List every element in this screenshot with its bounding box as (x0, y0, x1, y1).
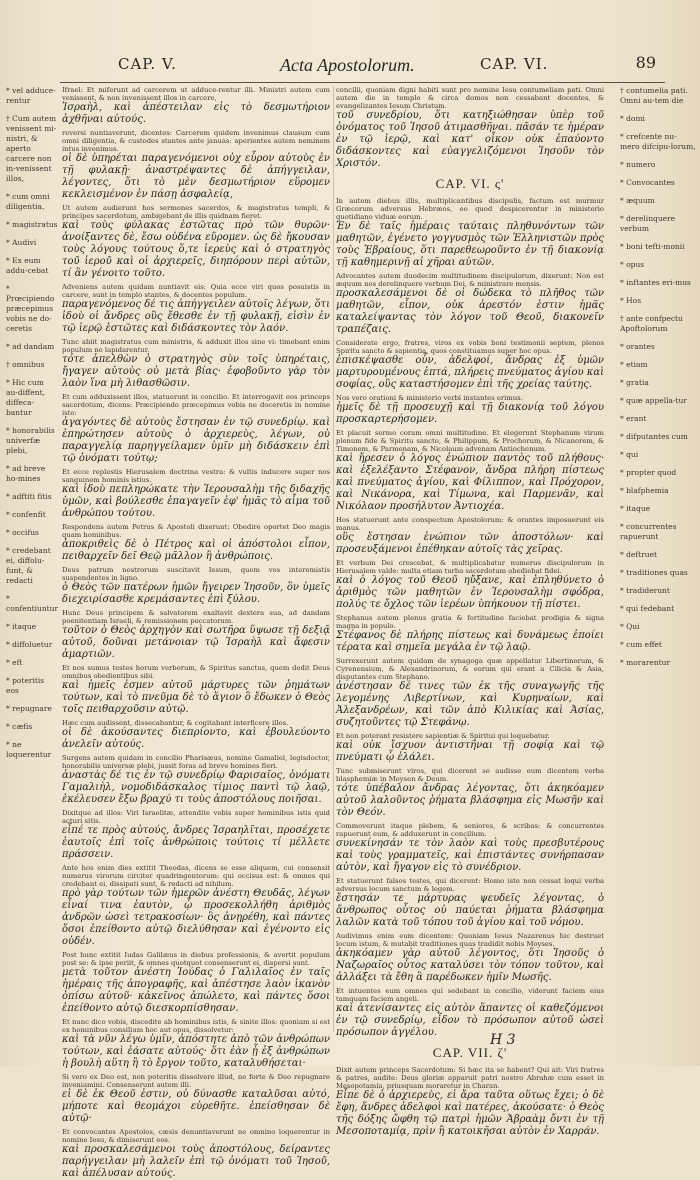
latin-line: Et nunc dico vobis, discedite ab hominibus istis, & sinite illos: quoniam si est ex hominibus consilium hoc aut opus, dissolvetur: (62, 1018, 330, 1034)
verse-block (336, 339, 604, 391)
latin-line: Considerate ergo, fratres, viros ex vobis boni testimonii septem, plenos Spiritu sancto & sapientia, quos constituamus super hoc opus. (336, 339, 604, 355)
latin-line: Hunc Deus principem & salvatorem exaltavit dextera sua, ad dandam poenitentiam Israeli, & remissionem peccatorum. (62, 609, 330, 625)
verse-block (62, 86, 330, 126)
margin-note: * adftiti fitis (6, 492, 52, 501)
verse-block (62, 754, 330, 806)
margin-note: * Qui (620, 622, 640, 631)
greek-line: ἡμεῖς δὲ τῇ προσευχῇ καὶ τῇ διακονίᾳ τοῦ λόγου προσκαρτερήσομεν. (336, 402, 604, 425)
greek-line: καὶ ἰδοὺ πεπληρώκατε τὴν Ἱερουσαλὴμ τῆς διδαχῆς ὑμῶν, καὶ βούλεσθε ἐπαγαγεῖν ἐφ' ἡμᾶς τὸ αἷμα τοῦ ἀνθρώπου τούτου. (62, 484, 330, 519)
verse-block (336, 877, 604, 929)
latin-line: Et nos sumus testes horum verborum, & Spiritus sanctus, quem dedit Deus omnibus obedientibus sibi. (62, 664, 330, 680)
greek-line: τότε ὑπέβαλον ἄνδρας λέγοντας, ὅτι ἀκηκόαμεν αὐτοῦ λαλοῦντος ῥήματα βλάσφημα εἰς Μωσῆν καὶ τὸν Θεόν. (336, 783, 604, 818)
greek-line: Ἐν δὲ ταῖς ἡμέραις ταύταις πληθυνόντων τῶν μαθητῶν, ἐγένετο γογγυσμὸς τῶν Ἑλληνιστῶν πρὸς τοὺς Ἑβραίους, ὅτι παρεθεωροῦντο ἐν τῇ διακονίᾳ τῇ καθημερινῇ αἱ χῆραι αὐτῶν. (336, 221, 604, 268)
greek-line: τότε ἀπελθὼν ὁ στρατηγὸς σὺν τοῖς ὑπηρέταις, ἤγαγεν αὐτοὺς οὐ μετὰ βίας· ἐφοβοῦντο γὰρ τὸν λαὸν ἵνα μὴ λιθασθῶσιν. (62, 354, 330, 389)
margin-note: * magistratus (6, 220, 58, 229)
page-header (60, 55, 660, 79)
latin-line: Tunc submiserunt viros, qui dicerent se audisse eum dicentem verba blasphemiæ in Moysen & Deum. (336, 767, 604, 783)
latin-line: Et ecce replestis Hierusalem doctrina vestra: & vultis inducere super nos sanguinem hominis istius. (62, 468, 330, 484)
column-divider (333, 86, 334, 1032)
latin-line: Audivimus enim eum dicentem: Quoniam Iesus Nazarenus hic destruet locum istum, & mutabit traditiones quas tradidit nobis Moyses. (336, 932, 604, 948)
margin-note: * qui (620, 450, 639, 459)
margin-note: * poteritis eos (6, 676, 45, 695)
latin-line: Si vero ex Deo est, non poteritis dissolvere illud, ne forte & Deo repugnare inveniamini. Consenserunt autem illi. (62, 1073, 330, 1089)
greek-line: οἱ δὲ ὑπηρέται παραγενόμενοι οὐχ εὗρον αὐτοὺς ἐν τῇ φυλακῇ· ἀναστρέψαντες δὲ ἀπήγγειλαν, λέγοντες, ὅτι τὸ μὲν δεσμωτήριον εὕρομεν κεκλεισμένον ἐν πάσῃ ἀσφαλείᾳ, (62, 153, 330, 200)
margin-note: * cæfis (6, 722, 33, 731)
verse-block (336, 272, 604, 336)
latin-line: Respondens autem Petrus & Apostoli dixerunt: Obedire oportet Deo magis quam hominibus. (62, 523, 330, 539)
margin-note: * etiam (620, 360, 648, 369)
verse-block (336, 429, 604, 513)
greek-line: καὶ ἀτενίσαντες εἰς αὐτὸν ἅπαντες οἱ καθεζόμενοι ἐν τῷ συνεδρίῳ, εἶδον τὸ πρόσωπον αὐτοῦ ὡσεὶ πρόσωπον ἀγγέλου. (336, 1003, 604, 1038)
latin-line: Et cum adduxissent illos, statuerunt in concilio. Et interrogavit eos princeps sacerdotum, dicens: Præcipiendo præcepimus vobis ne doceretis in nomine isto: (62, 393, 330, 417)
running-title: Acta Apostolorum. (280, 55, 415, 75)
margin-note: * numero (620, 160, 656, 169)
verse-block (336, 614, 604, 654)
verse-block (336, 987, 604, 1039)
margin-note: * traditiones quas (620, 568, 688, 577)
latin-line: In autem diebus illis, multiplicantibus discipulis, factum est murmur Græcorum adversus Hebræos, eo quod despicerentur in ministerio quotidiano viduæ eorum. (336, 197, 604, 221)
margin-note: † ante confpectu Apoftolorum (620, 314, 683, 333)
greek-line: ἀποκριθεὶς δὲ ὁ Πέτρος καὶ οἱ ἀπόστολοι εἶπον, πειθαρχεῖν δεῖ Θεῷ μᾶλλον ἢ ἀνθρώποις. (62, 539, 330, 562)
right-margin-notes (620, 86, 696, 676)
greek-line: ἀνέστησαν δέ τινες τῶν ἐκ τῆς συναγωγῆς τῆς λεγομένης Λιβερτίνων, καὶ Κυρηναίων, καὶ Ἀλεξανδρέων, καὶ τῶν ἀπὸ Κιλικίας καὶ Ἀσίας, συζητοῦντες τῷ Στεφάνῳ. (336, 681, 604, 728)
margin-note: * ne loquerentur (6, 740, 52, 759)
verse-block (336, 86, 604, 170)
latin-line: Ante hos enim dies extitit Theodas, dicens se esse aliquem, cui consensit numerus virorum circiter quadringentorum: qui occisus est: & omnes qui credebant ei, dissipati sunt, & redacti ad nihilum. (62, 864, 330, 888)
margin-note: * morarentur (620, 658, 671, 667)
verse-block (336, 932, 604, 984)
greek-line: καὶ οὐκ ἴσχυον ἀντιστῆναι τῇ σοφίᾳ καὶ τῷ πνεύματι ᾧ ἐλάλει. (336, 740, 604, 763)
latin-line: Surrexerunt autem quidam de synagoga quæ appellatur Libertinorum, & Cyrenensium, & Alexandrinorum, & eorum qui erant a Cilicia & Asia, disputantes cum Stephano. (336, 657, 604, 681)
latin-line: Hæc cum audissent, dissecabantur, & cogitabant interficere illos. (62, 719, 289, 727)
margin-note: * Hic cum au-diffent, diffeca-bantur (6, 378, 46, 417)
margin-note: † contumelia pati. Omni au-tem die (620, 86, 688, 105)
margin-note: * vel adduce-rentur (6, 86, 56, 105)
latin-line: Dixitque ad illos: Viri Israelitæ, attendite vobis super hominibus istis quid acturi sitis. (62, 809, 330, 825)
verse-block (62, 809, 330, 861)
left-text-column (62, 86, 330, 1179)
margin-note: * occifus (6, 528, 39, 537)
latin-line: reversi nuntiaverunt, dicentes: Carcerem quidem invenimus clausum cum omni diligentia, & custodes stantes ante januas: aperientes autem neminem intus invenimus. (62, 129, 330, 153)
margin-note: * cum omni diligentia, (6, 192, 50, 211)
latin-line: Hos statuerunt ante conspectum Apostolorum: & orantes imposuerunt eis manus. (336, 516, 604, 532)
margin-note: * tradiderunt (620, 586, 670, 595)
greek-line: καὶ ἡμεῖς ἐσμεν αὐτοῦ μάρτυρες τῶν ῥημάτων τούτων, καὶ τὸ πνεῦμα δὲ τὸ ἅγιον ὃ ἔδωκεν ὁ Θεὸς τοῖς πειθαρχοῦσιν αὐτῷ. (62, 680, 330, 715)
header-rule (60, 82, 665, 83)
greek-line: προσκαλεσάμενοι δὲ οἱ δώδεκα τὸ πλῆθος τῶν μαθητῶν, εἶπον, οὐκ ἀρεστόν ἐστιν ἡμᾶς καταλείψαντας τὸν λόγον τοῦ Θεοῦ, διακονεῖν τραπέζαις. (336, 288, 604, 335)
margin-note: * diffoluetur (6, 640, 53, 649)
greek-line: Στέφανος δὲ πλήρης πίστεως καὶ δυνάμεως ἐποίει τέρατα καὶ σημεῖα μεγάλα ἐν τῷ λαῷ. (336, 630, 604, 653)
greek-line: ὁ Θεὸς τῶν πατέρων ἡμῶν ἤγειρεν Ἰησοῦν, ὃν ὑμεῖς διεχειρίσασθε κρεμάσαντες ἐπὶ ξύλου. (62, 582, 330, 605)
margin-note: * derelinquere verbum (620, 214, 676, 233)
latin-line: Et statuerunt falsos testes, qui dicerent: Homo iste non cessat loqui verba adversus locum sanctum & legem. (336, 877, 604, 893)
latin-line: Et non poterant resistere sapientiæ & Spiritui qui loquebatur. (336, 732, 550, 740)
margin-note: * Audivi (6, 238, 37, 247)
verse-block (336, 657, 604, 729)
latin-line: Et verbum Dei crescebat, & multiplicabatur numerus discipulorum in Hierusalem valde: multa etiam turba sacerdotum obediebat fidei. (336, 559, 604, 575)
verse-block (62, 566, 330, 606)
greek-line: παραγενόμενος δέ τις ἀπήγγειλεν αὐτοῖς λέγων, ὅτι ἰδοὺ οἱ ἄνδρες οὓς ἔθεσθε ἐν τῇ φυλακῇ, εἰσὶν ἐν τῷ ἱερῷ ἑστῶτες καὶ διδάσκοντες τὸν λαόν. (62, 299, 330, 334)
verse-block (62, 393, 330, 465)
latin-line: Adveniens autem quidam nuntiavit eis: Quia ecce viri quos posuistis in carcere, sunt in templo stantes, & docentes populum. (62, 283, 330, 299)
margin-note: * Hos (620, 296, 642, 305)
verse-block (62, 1073, 330, 1125)
verse-block (62, 609, 330, 661)
greek-line: καὶ προσκαλεσάμενοι τοὺς ἀποστόλους, δείραντες παρήγγειλαν μὴ λαλεῖν ἐπὶ τῷ ὀνόματι τοῦ Ἰησοῦ, καὶ ἀπέλυσαν αὐτούς. (62, 1144, 330, 1179)
chapter-heading: CAP. VII. ζ' (432, 1045, 508, 1060)
greek-line: ἀγαγόντες δὲ αὐτοὺς ἔστησαν ἐν τῷ συνεδρίῳ. καὶ ἐπηρώτησεν αὐτοὺς ὁ ἀρχιερεὺς, λέγων, οὐ παραγγελίᾳ παρηγγείλαμεν ὑμῖν μὴ διδάσκειν ἐπὶ τῷ ὀνόματι τούτῳ; (62, 417, 330, 464)
verse-block (336, 559, 604, 611)
margin-note: * crefcente nu-mero difcipu-lorum, (620, 132, 696, 151)
verse-block (62, 468, 330, 520)
verse-block (62, 204, 330, 280)
verse-block (62, 664, 330, 716)
greek-line: πρὸ γὰρ τούτων τῶν ἡμερῶν ἀνέστη Θευδᾶς, λέγων εἶναί τινα ἑαυτὸν, ᾧ προσεκολλήθη ἀριθμὸς ἀνδρῶν ὡσεὶ τετρακοσίων· ὃς ἀνῃρέθη, καὶ πάντες ὅσοι ἐπείθοντο αὐτῷ διελύθησαν καὶ ἐγένοντο εἰς οὐδέν. (62, 888, 330, 947)
margin-note: * inftantes eri-mus (620, 278, 691, 287)
verse-block (336, 197, 604, 269)
greek-line: Εἶπε δὲ ὁ ἀρχιερεὺς, εἰ ἄρα ταῦτα οὕτως ἔχει; ὁ δὲ ἔφη, ἄνδρες ἀδελφοὶ καὶ πατέρες, ἀκούσατε· ὁ Θεὸς τῆς δόξης ὤφθη τῷ πατρὶ ἡμῶν Ἀβραὰμ ὄντι ἐν τῇ Μεσοποταμίᾳ, πρὶν ἢ κατοικῆσαι αὐτὸν ἐν Χαρράν. (336, 1090, 604, 1137)
margin-note: * itaque (620, 504, 651, 513)
margin-note: * domi (620, 114, 645, 123)
latin-line: concilii, quoniam digni habiti sunt pro nomine Iesu contumeliam pati. Omni autem die in templo & circa domos non cessabant docentes, & evangelizantes Iesum Christum. (336, 86, 604, 110)
greek-line: καὶ τὰ νῦν λέγω ὑμῖν, ἀπόστητε ἀπὸ τῶν ἀνθρώπων τούτων, καὶ ἐάσατε αὐτούς· ὅτι ἐὰν ᾖ ἐξ ἀνθρώπων ἡ βουλὴ αὕτη ἢ τὸ ἔργον τοῦτο, καταλυθήσεται· (62, 1034, 330, 1069)
latin-line: Et convocantes Apostolos, cæsis denuntiaverunt ne omnino loquerentur in nomine Iesu, & dimiserunt eos. (62, 1128, 330, 1144)
verse-block (336, 732, 604, 764)
verse-block (336, 516, 604, 556)
margin-note: * repugnare (6, 704, 52, 713)
signature-mark: H 3 (490, 1032, 516, 1048)
margin-note: * honorabilis univerfæ plebi, (6, 426, 55, 455)
margin-note: * gratia (620, 378, 649, 387)
margin-note: * difputantes cum (620, 432, 688, 441)
latin-line: Surgens autem quidam in concilio Pharisæus, nomine Gamaliel, legisdoctor, honorabilis universæ plebi, jussit foras ad breve homines fieri. (62, 754, 330, 770)
chapter-label-right: CAP. VI. (480, 55, 549, 73)
greek-line: καὶ ὁ λόγος τοῦ Θεοῦ ηὔξανε, καὶ ἐπληθύνετο ὁ ἀριθμὸς τῶν μαθητῶν ἐν Ἱερουσαλὴμ σφόδρα, πολύς τε ὄχλος τῶν ἱερέων ὑπήκουον τῇ πίστει. (336, 575, 604, 610)
latin-line: Et intuentes eum omnes qui sedebant in concilio, viderunt faciem eius tamquam faciem angeli. (336, 987, 604, 1003)
verse-block (62, 338, 330, 390)
latin-line: Ifrael: Et miferunt ad carcerem ut adduce-rentur illi. Ministri autem cum venissent, & non invenissent illos in carcere, (62, 86, 330, 102)
margin-note: * Ex eum addu-cebat (6, 256, 49, 275)
greek-line: μετὰ τοῦτον ἀνέστη Ἰούδας ὁ Γαλιλαῖος ἐν ταῖς ἡμέραις τῆς ἀπογραφῆς, καὶ ἀπέστησε λαὸν ἱκανὸν ὀπίσω αὐτοῦ· κἀκεῖνος ἀπώλετο, καὶ πάντες ὅσοι ἐπείθοντο αὐτῷ διεσκορπίσθησαν. (62, 967, 330, 1014)
greek-line: οὓς ἔστησαν ἐνώπιον τῶν ἀποστόλων· καὶ προσευξάμενοι ἐπέθηκαν αὐτοῖς τὰς χεῖρας. (336, 532, 604, 555)
verse-block (62, 719, 330, 751)
margin-note: * eft (6, 658, 23, 667)
greek-line: εἰ δὲ ἐκ Θεοῦ ἐστιν, οὐ δύνασθε καταλῦσαι αὐτό, μήποτε καὶ θεομάχοι εὑρεθῆτε. ἐπείσθησαν δὲ αὐτῷ· (62, 1089, 330, 1124)
margin-note: * æquum (620, 196, 655, 205)
greek-line: οἱ δὲ ἀκούσαντες διεπρίοντο, καὶ ἐβουλεύοντο ἀνελεῖν αὐτούς. (62, 727, 330, 750)
verse-block (62, 129, 330, 201)
greek-line: τοῦ συνεδρίου, ὅτι κατηξιώθησαν ὑπὲρ τοῦ ὀνόματος τοῦ Ἰησοῦ ἀτιμασθῆναι. πᾶσάν τε ἡμέραν ἐν τῷ ἱερῷ, καὶ κατ' οἶκον οὐκ ἐπαύοντο διδάσκοντες καὶ εὐαγγελιζόμενοι Ἰησοῦν τὸν Χριστόν. (336, 110, 604, 169)
greek-line: ἐπισκέψασθε οὖν, ἀδελφοί, ἄνδρας ἐξ ὑμῶν μαρτυρουμένους ἑπτά, πλήρεις πνεύματος ἁγίου καὶ σοφίας, οὓς καταστήσομεν ἐπὶ τῆς χρείας ταύτης. (336, 355, 604, 390)
latin-line: Commoverunt itaque plebem, & seniores, & scribas: & concurrentes rapuerunt eum, & adduxerunt in concilium. (336, 822, 604, 838)
verse-block (62, 864, 330, 948)
margin-note: * ad breve ho-mines (6, 464, 46, 483)
verse-block (336, 394, 604, 426)
margin-note: * concurrentes rapuerunt (620, 522, 677, 541)
margin-note: * opus (620, 260, 645, 269)
greek-line: καὶ ἤρεσεν ὁ λόγος ἐνώπιον παντὸς τοῦ πλήθους· καὶ ἐξελέξαντο Στέφανον, ἄνδρα πλήρη πίστεως καὶ πνεύματος ἁγίου, καὶ Φίλιππον, καὶ Πρόχορον, καὶ Νικάνορα, καὶ Τίμωνα, καὶ Παρμενᾶν, καὶ Νικόλαον προσήλυτον Ἀντιοχέα. (336, 453, 604, 512)
chapter-label-left: CAP. V. (118, 55, 177, 73)
margin-note: * Convocantes (620, 178, 675, 187)
chapter-heading: CAP. VI. ς' (435, 176, 505, 191)
latin-line: Stephanus autem plenus gratia & fortitudine faciebat prodigia & signa magna in populo. (336, 614, 604, 630)
margin-note: * propter quod (620, 468, 677, 477)
latin-line: Dixit autem princeps Sacerdotum: Si hæc ita se habent? Qui ait: Viri fratres & patres, audite: Deus gloriæ apparuit patri nostro Abrahæ cum esset in Mesopotamia, priusquam moraretur in Charan. (336, 1066, 604, 1090)
margin-note: * deftruet (620, 550, 658, 559)
latin-line: Et placuit sermo coram omni multitudine. Et elegerunt Stephanum virum plenum fide & Spiritu sancto, & Philippum, & Prochorum, & Nicanorem, & Timonem, & Parmenam, & Nicolaum advenam Antiochenum. (336, 429, 604, 453)
verse-block (62, 951, 330, 1015)
margin-note: * blafphemia (620, 486, 669, 495)
greek-line: ἀκηκόαμεν γὰρ αὐτοῦ λέγοντος, ὅτι Ἰησοῦς ὁ Ναζωραῖος οὗτος καταλύσει τὸν τόπον τοῦτον, καὶ ἀλλάξει τὰ ἔθη ἃ παρέδωκεν ἡμῖν Μωσῆς. (336, 948, 604, 983)
margin-note: * qui fedebant (620, 604, 675, 613)
latin-line: Post hunc extitit Iudas Galilæus in diebus professionis, & avertit populum post se: & ipse periit, & omnes quotquot consenserunt ei, dispersi sunt. (62, 951, 330, 967)
verse-block (62, 1018, 330, 1070)
margin-note: * erant (620, 414, 647, 423)
left-margin-notes (6, 86, 58, 768)
greek-line: Ἰσραὴλ, καὶ ἀπέστειλαν εἰς τὸ δεσμωτήριον ἀχθῆναι αὐτούς. (62, 102, 330, 125)
verse-block (336, 822, 604, 874)
verse-block (336, 767, 604, 819)
margin-note: * cum effet (620, 640, 662, 649)
margin-note: † Cum autem venissent mi-nistri, & aperto carcere non in-venissent illos, (6, 114, 57, 183)
margin-note: * credebant ei, diffolu-funt, & redacti (6, 546, 51, 585)
latin-line: Deus patrum nostrorum suscitavit Iesum, quem vos interemistis suspendentes in ligno. (62, 566, 330, 582)
verse-block (62, 1128, 330, 1180)
margin-note: * itaque (6, 622, 37, 631)
page-number: 89 (635, 53, 656, 72)
greek-line: συνεκίνησάν τε τὸν λαὸν καὶ τοὺς πρεσβυτέρους καὶ τοὺς γραμματεῖς, καὶ ἐπιστάντες συνήρπασαν αὐτὸν, καὶ ἤγαγον εἰς τὸ συνέδριον. (336, 838, 604, 873)
margin-note: * Prœcipiendo præcepimus vobis ne do-ceretis (6, 284, 55, 333)
greek-line: καὶ τοὺς φύλακας ἑστῶτας πρὸ τῶν θυρῶν· ἀνοίξαντες δὲ, ἔσω οὐδένα εὕρομεν. ὡς δὲ ἤκουσαν τοὺς λόγους τούτους ὅ,τε ἱερεὺς καὶ ὁ στρατηγὸς τοῦ ἱεροῦ καὶ οἱ ἀρχιερεῖς, διηπόρουν περὶ αὐτῶν, τί ἂν γένοιτο τοῦτο. (62, 220, 330, 279)
verse-block (336, 1066, 604, 1138)
latin-line: Nos vero orationi & ministerio verbi instantes erimus. (336, 394, 523, 402)
margin-note: † omnibus (6, 360, 45, 369)
margin-note: * confentiuntur (6, 594, 59, 613)
margin-note: * boni tefti-monii (620, 242, 685, 251)
greek-line: ἔστησάν τε μάρτυρας ψευδεῖς λέγοντας, ὁ ἄνθρωπος οὗτος οὐ παύεται ῥήματα βλάσφημα λαλῶν κατὰ τοῦ τόπου τοῦ ἁγίου καὶ τοῦ νόμου. (336, 893, 604, 928)
greek-line: ἀναστὰς δέ τις ἐν τῷ συνεδρίῳ Φαρισαῖος, ὀνόματι Γαμαλιὴλ, νομοδιδάσκαλος τίμιος παντὶ τῷ λαῷ, ἐκέλευσεν ἔξω βραχύ τι τοὺς ἀποστόλους ποιῆσαι. (62, 770, 330, 805)
greek-line: τοῦτον ὁ Θεὸς ἀρχηγὸν καὶ σωτῆρα ὕψωσε τῇ δεξιᾷ αὐτοῦ, δοῦναι μετάνοιαν τῷ Ἰσραὴλ καὶ ἄφεσιν ἁμαρτιῶν. (62, 625, 330, 660)
latin-line: Ut autem audierunt hos sermones sacerdos, & magistratus templi, & principes sacerdotum, ambigebant de illis quidnam fieret. (62, 204, 330, 220)
margin-note: * ad dandam (6, 342, 55, 351)
verse-block (62, 523, 330, 563)
margin-note: * confenfit (6, 510, 46, 519)
latin-line: Tunc abiit magistratus cum ministris, & adduxit illos sine vi: timebant enim populum ne lapidarentur. (62, 338, 330, 354)
margin-note: * quæ appella-tur (620, 396, 687, 405)
verse-block (62, 283, 330, 335)
greek-line: εἶπέ τε πρὸς αὐτούς, ἄνδρες Ἰσραηλῖται, προσέχετε ἑαυτοῖς ἐπὶ τοῖς ἀνθρώποις τούτοις τί μέλλετε πράσσειν. (62, 825, 330, 860)
margin-note: * orantes (620, 342, 655, 351)
latin-line: Advocantes autem duodecim multitudinem discipulorum, dixerunt: Non est æquum nos derelinquere verbum Dei, & ministrare mensis. (336, 272, 604, 288)
